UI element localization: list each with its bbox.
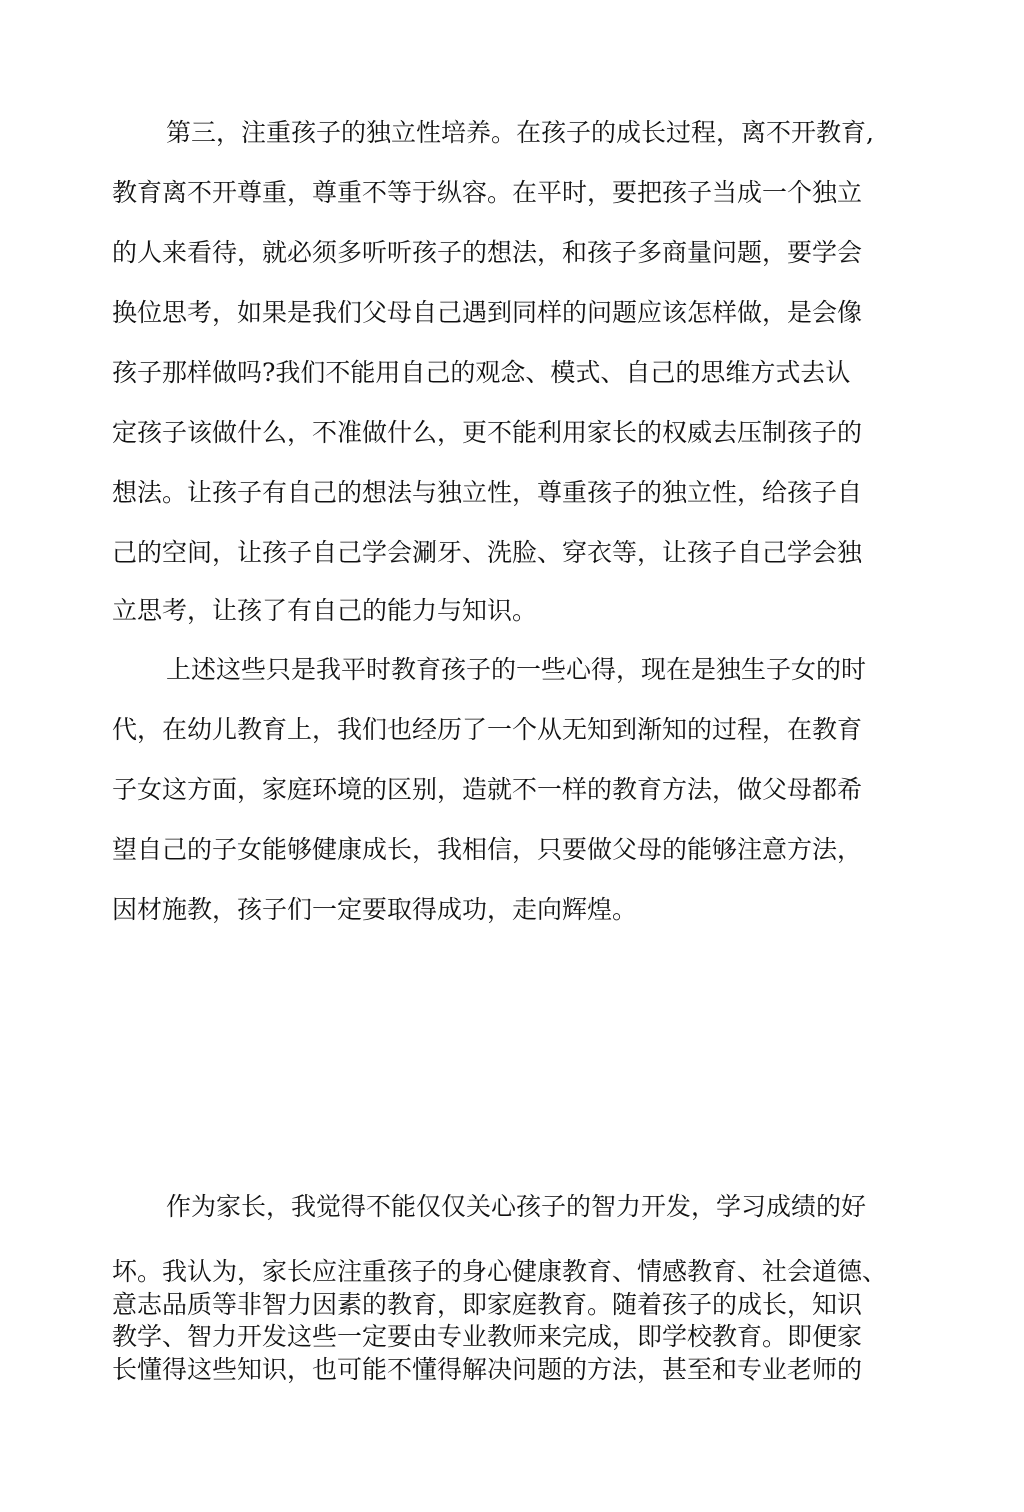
- paragraph-1-line: 换位思考，如果是我们父母自己遇到同样的问题应该怎样做，是会像: [112, 298, 863, 327]
- paragraph-1-line: 定孩子该做什么，不准做什么，更不能利用家长的权威去压制孩子的: [112, 418, 863, 447]
- paragraph-3-line: 意志品质等非智力因素的教育，即家庭教育。随着孩子的成长，知识: [112, 1290, 863, 1319]
- paragraph-3-line: 作为家长，我觉得不能仅仅关心孩子的智力开发，学习成绩的好: [166, 1192, 867, 1221]
- paragraph-3-line: 长懂得这些知识，也可能不懂得解决问题的方法，甚至和专业老师的: [112, 1355, 863, 1384]
- paragraph-1-line: 孩子那样做吗?我们不能用自己的观念、模式、自己的思维方式去认: [112, 358, 851, 387]
- paragraph-2-line: 望自己的子女能够健康成长，我相信，只要做父母的能够注意方法，: [112, 835, 863, 864]
- paragraph-2-line: 因材施教，孩子们一定要取得成功，走向辉煌。: [112, 895, 638, 924]
- paragraph-1-line: 立思考，让孩了有自己的能力与知识。: [112, 596, 538, 625]
- paragraph-1-line: 第三，注重孩子的独立性培养。在孩子的成长过程，离不开教育,: [166, 118, 874, 147]
- paragraph-2-line: 子女这方面，家庭环境的区别，造就不一样的教育方法，做父母都希: [112, 775, 863, 804]
- paragraph-2-line: 上述这些只是我平时教育孩子的一些心得，现在是独生子女的时: [166, 655, 867, 684]
- paragraph-1-line: 教育离不开尊重，尊重不等于纵容。在平时，要把孩子当成一个独立: [112, 178, 863, 207]
- paragraph-1-line: 的人来看待，就必须多听听孩子的想法，和孩子多商量问题，要学会: [112, 238, 863, 267]
- paragraph-2-line: 代，在幼儿教育上，我们也经历了一个从无知到渐知的过程，在教育: [112, 715, 863, 744]
- paragraph-3-line: 坏。我认为，家长应注重孩子的身心健康教育、情感教育、社会道德、: [112, 1257, 888, 1286]
- paragraph-1-line: 想法。让孩子有自己的想法与独立性，尊重孩子的独立性，给孩子自: [112, 478, 863, 507]
- paragraph-1-line: 己的空间，让孩子自己学会涮牙、洗脸、穿衣等，让孩子自己学会独: [112, 538, 863, 567]
- paragraph-3-line: 教学、智力开发这些一定要由专业教师来完成，即学校教育。即便家: [112, 1322, 863, 1351]
